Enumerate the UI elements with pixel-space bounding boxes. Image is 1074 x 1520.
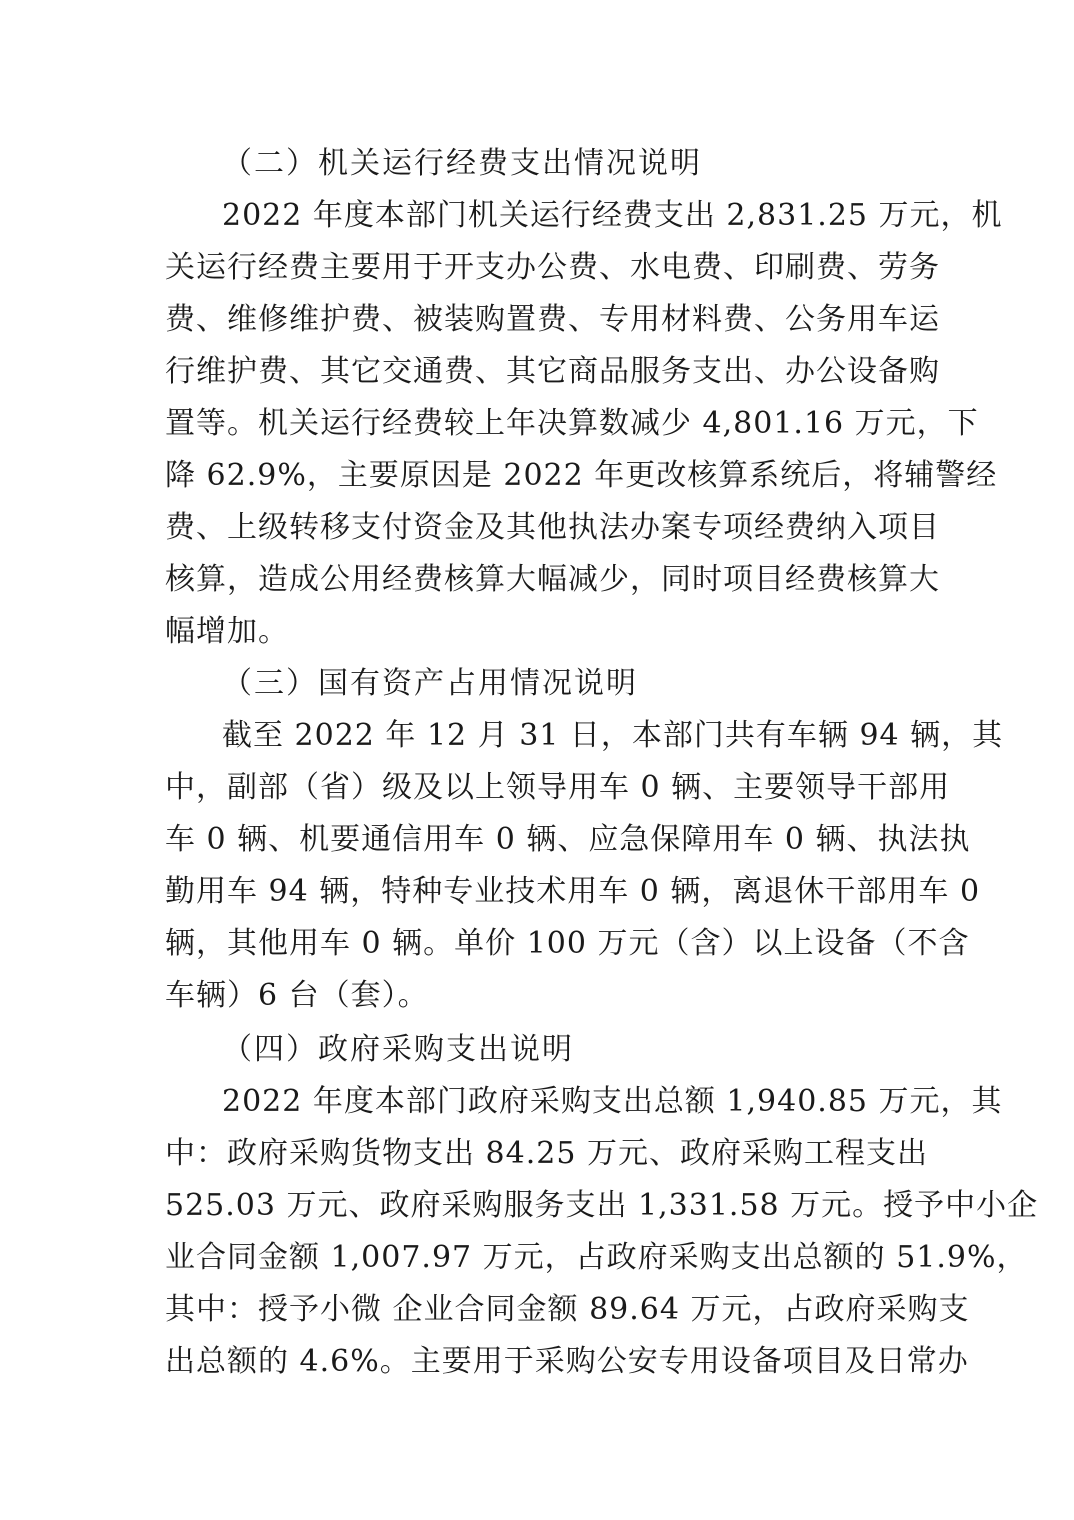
paragraph-line: 费、维修维护费、被装购置费、专用材料费、公务用车运 (165, 302, 940, 337)
paragraph-line: 费、上级转移支付资金及其他执法办案专项经费纳入项目 (165, 510, 940, 545)
section-heading-3: （三）国有资产占用情况说明 (222, 666, 638, 701)
paragraph-line: 置等。机关运行经费较上年决算数减少 4,801.16 万元，下 (165, 406, 979, 441)
paragraph-line: 车 0 辆、机要通信用车 0 辆、应急保障用车 0 辆、执法执 (165, 822, 971, 857)
paragraph-line: 525.03 万元、政府采购服务支出 1,331.58 万元。授予中小企 (165, 1188, 1039, 1223)
paragraph-line: 降 62.9%，主要原因是 2022 年更改核算系统后，将辅警经 (165, 458, 998, 493)
paragraph-line: 幅增加。 (165, 614, 289, 649)
paragraph-line: 其中：授予小微 企业合同金额 89.64 万元，占政府采购支 (165, 1292, 970, 1327)
paragraph-line: 勤用车 94 辆，特种专业技术用车 0 辆，离退休干部用车 0 (165, 874, 981, 909)
paragraph-line: 2022 年度本部门政府采购支出总额 1,940.85 万元，其 (222, 1084, 1003, 1119)
paragraph-line: 辆，其他用车 0 辆。单价 100 万元（含）以上设备（不含 (165, 926, 970, 961)
paragraph-line: 车辆）6 台（套）。 (165, 978, 429, 1013)
paragraph-line: 出总额的 4.6%。主要用于采购公安专用设备项目及日常办 (165, 1344, 969, 1379)
paragraph-line: 业合同金额 1,007.97 万元，占政府采购支出总额的 51.9%， (165, 1240, 1028, 1275)
paragraph-line: 中，副部（省）级及以上领导用车 0 辆、主要领导干部用 (165, 770, 951, 805)
section-heading-2: （二）机关运行经费支出情况说明 (222, 146, 702, 181)
paragraph-line: 核算，造成公用经费核算大幅减少，同时项目经费核算大 (165, 562, 940, 597)
paragraph-line: 关运行经费主要用于开支办公费、水电费、印刷费、劳务 (165, 250, 940, 285)
paragraph-line: 行维护费、其它交通费、其它商品服务支出、办公设备购 (165, 354, 940, 389)
paragraph-line: 2022 年度本部门机关运行经费支出 2,831.25 万元，机 (222, 198, 1003, 233)
section-heading-4: （四）政府采购支出说明 (222, 1032, 574, 1067)
paragraph-line: 中：政府采购货物支出 84.25 万元、政府采购工程支出 (165, 1136, 928, 1171)
paragraph-line: 截至 2022 年 12 月 31 日，本部门共有车辆 94 辆，其 (222, 718, 1004, 753)
